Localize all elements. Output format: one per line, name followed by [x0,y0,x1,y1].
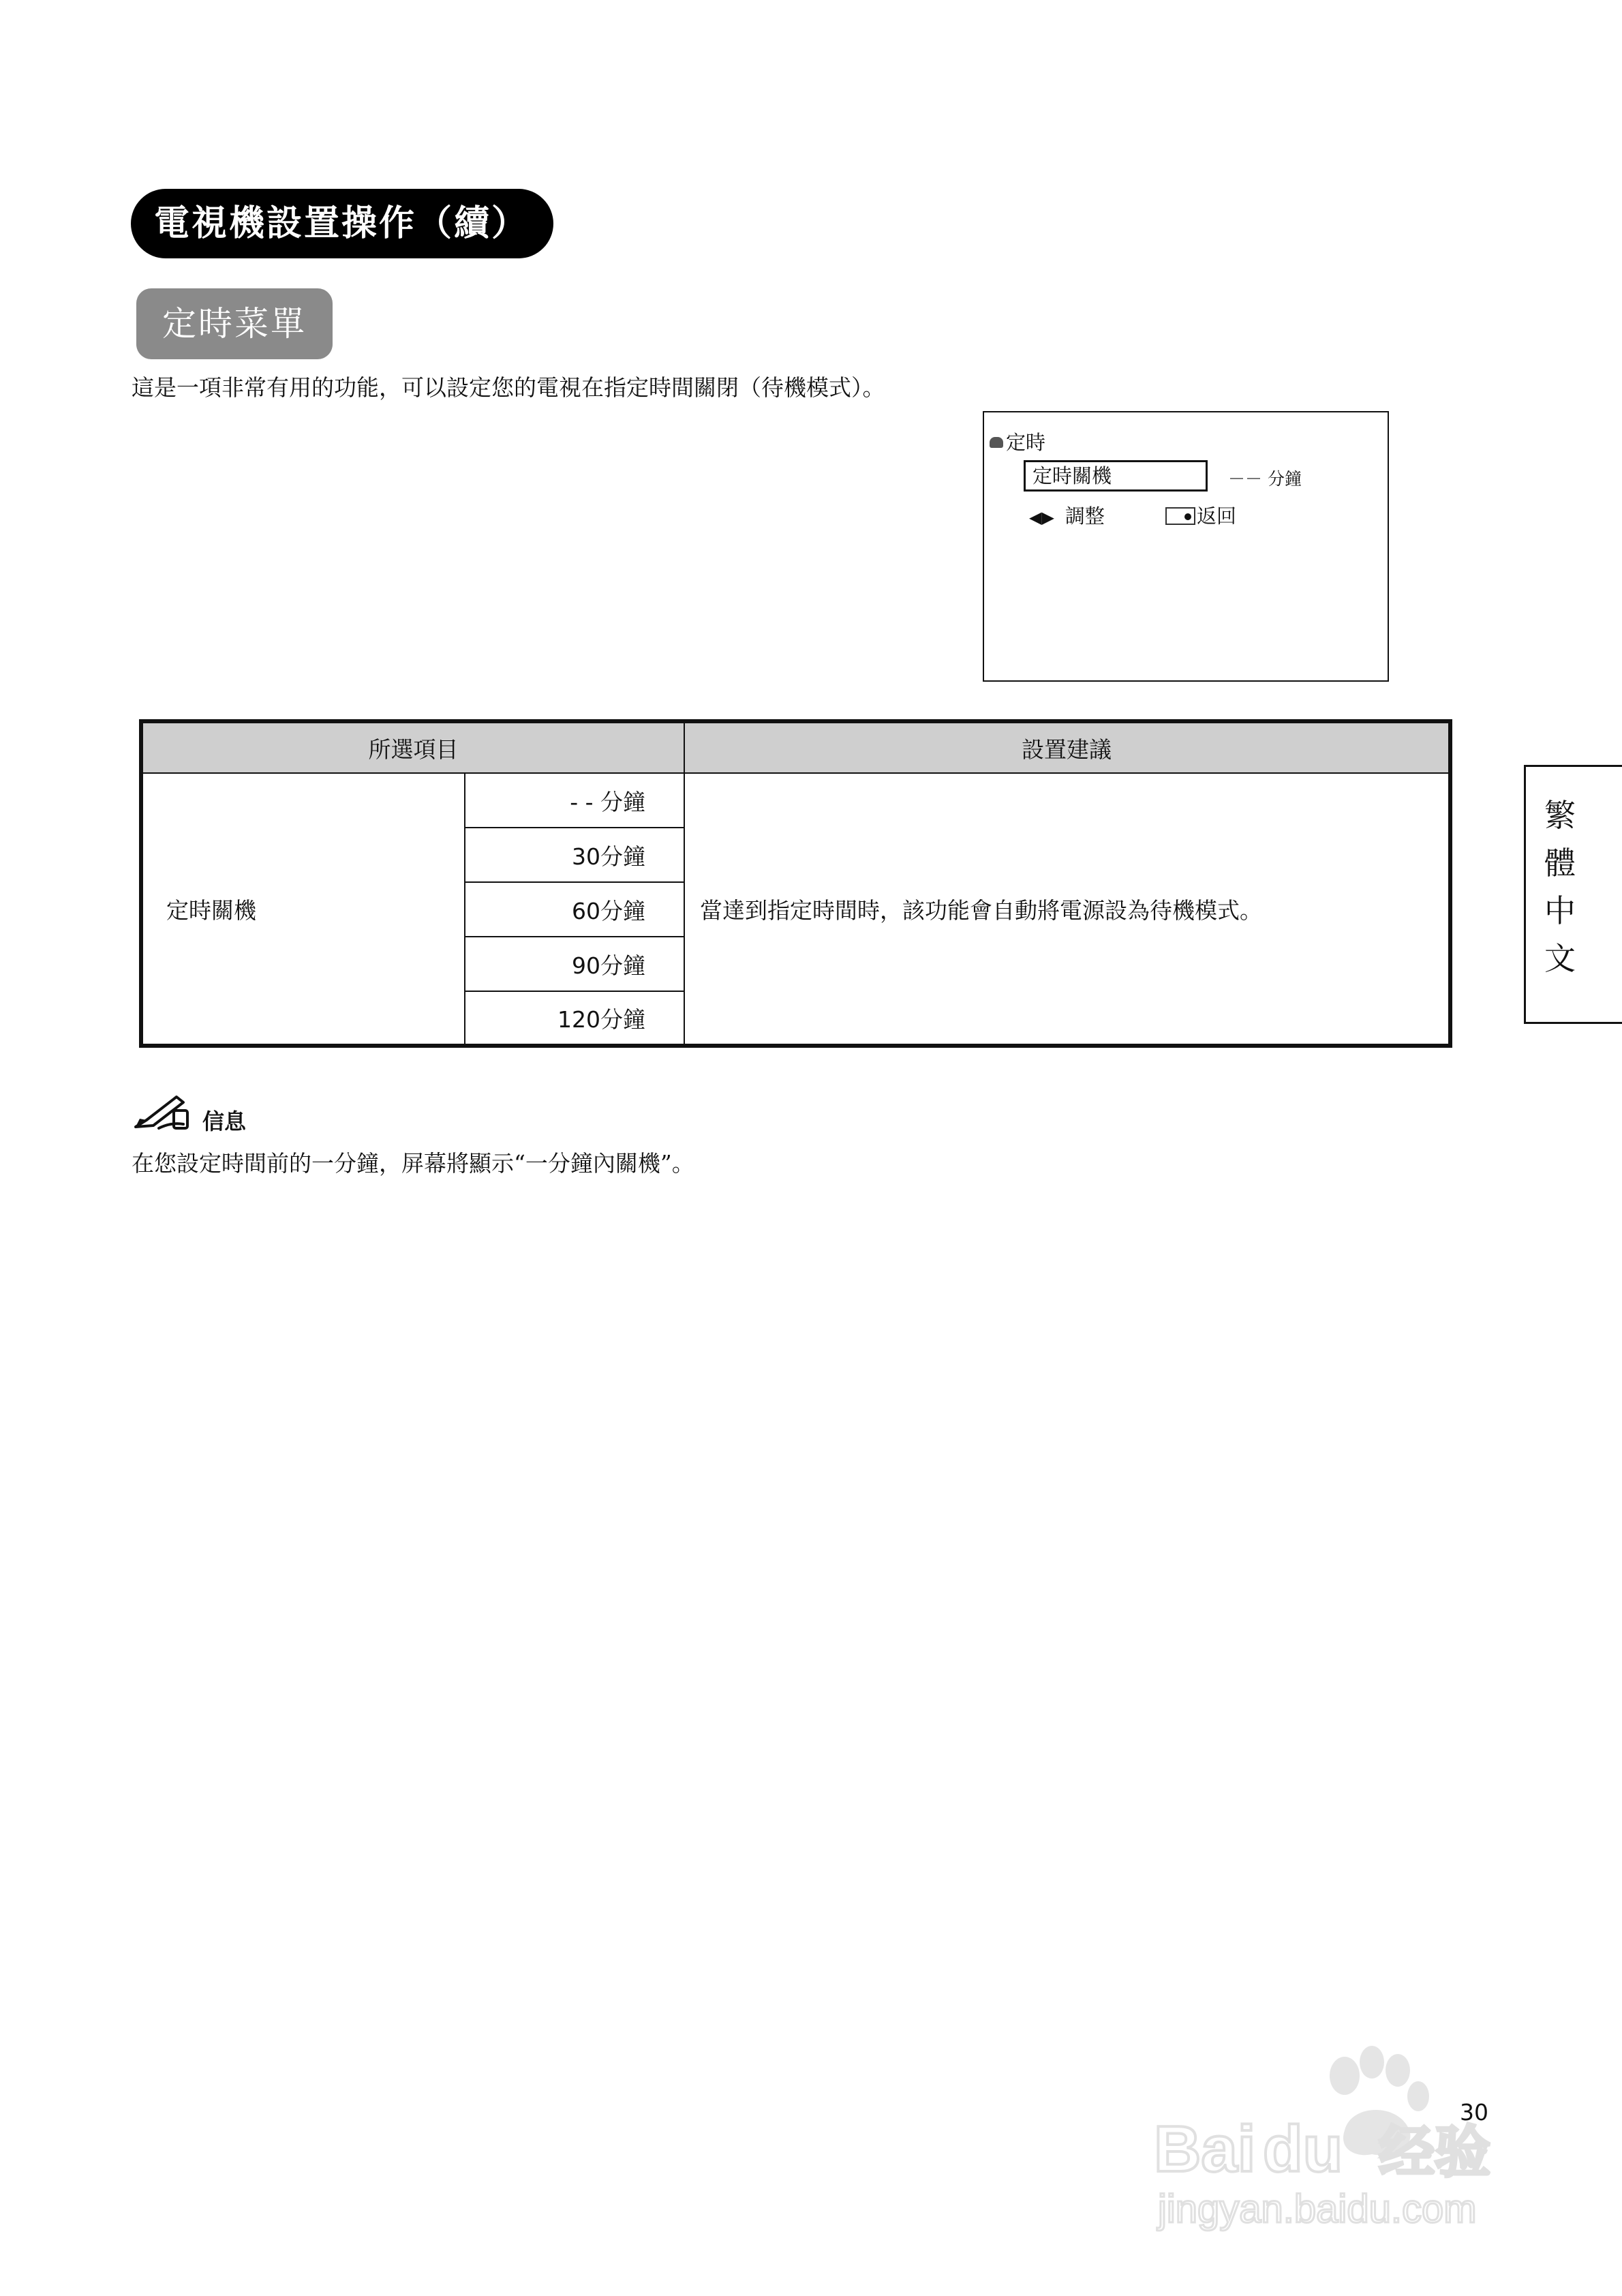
side-tab-char: 繁 [1544,797,1576,834]
settings-table [139,719,1452,1048]
table-row [141,773,1450,828]
table-cell-option: - - 分鐘 [465,773,684,828]
side-tab-char: 文 [1544,940,1576,977]
baidu-watermark-logo [1147,2042,1529,2239]
osd-sleep-timer-value: －－ 分鐘 [1228,469,1302,489]
osd-adjust-hint [1029,501,1105,529]
table-header-item: 所選項目 [141,721,684,773]
menu-tab-icon [990,437,1003,448]
table-cell-option: 30分鐘 [465,828,684,882]
svg-text:du: du [1263,2113,1343,2186]
language-side-tab [1524,765,1622,1024]
osd-back-hint [1165,501,1236,529]
table-cell-option: 60分鐘 [465,882,684,937]
section-title: 定時菜單 [136,288,333,359]
svg-text:经验: 经验 [1379,2120,1491,2185]
menu-button-icon [1165,507,1195,525]
osd-adjust-label: 調整 [1065,504,1105,528]
pencil-note-icon [132,1093,190,1132]
table-header-row [141,721,1450,773]
svg-text:jingyan.baidu.com: jingyan.baidu.com [1158,2187,1477,2231]
side-tab-char: 中 [1544,892,1576,929]
osd-menu-header [990,427,1045,455]
osd-back-label: 返回 [1197,504,1237,528]
osd-menu-illustration [983,411,1389,682]
page-title: 電視機設置操作（續） [131,189,553,258]
table-cell-option: 120分鐘 [465,991,684,1046]
left-right-arrows-icon: ◀▶ [1029,508,1054,527]
intro-paragraph: 這是一項非常有用的功能，可以設定您的電視在指定時間關閉（待機模式）。 [132,374,885,401]
table-header-advice: 設置建議 [684,721,1450,773]
note-text: 在您設定時間前的一分鐘，屏幕將顯示“一分鐘內關機”。 [132,1150,694,1177]
osd-sleep-timer-field: 定時關機 [1024,460,1208,492]
osd-header-label: 定時 [1006,431,1046,454]
page-number: 30 [1460,2099,1488,2126]
svg-text:Bai: Bai [1154,2113,1256,2186]
note-label: 信息 [202,1108,247,1134]
table-cell-option: 90分鐘 [465,937,684,991]
side-tab-char: 體 [1544,845,1576,881]
table-cell-advice: 當達到指定時間時，該功能會自動將電源設為待機模式。 [684,773,1450,1046]
table-cell-item: 定時關機 [141,773,465,1046]
